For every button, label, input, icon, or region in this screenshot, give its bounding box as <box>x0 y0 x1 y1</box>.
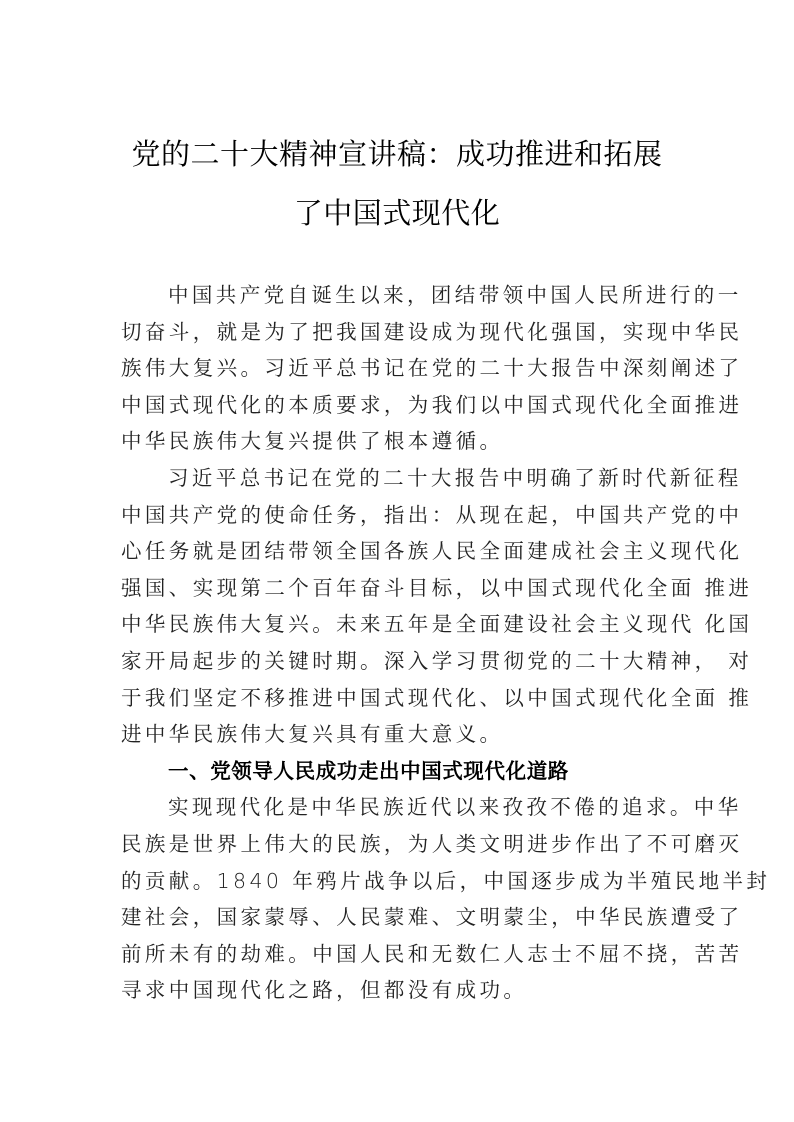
paragraph-1-line: 切奋斗，就是为了把我国建设成为现代化强国，实现中华民 <box>121 319 743 344</box>
paragraph-2-line: 进中华民族伟大复兴具有重大意义。 <box>121 722 504 747</box>
paragraph-1-line: 中国式现代化的本质要求，为我们以中国式现代化全面推进 <box>121 392 743 417</box>
paragraph-1-line: 中华民族伟大复兴提供了根本遵循。 <box>121 429 504 454</box>
paragraph-3-line: 建社会，国家蒙辱、人民蒙难、文明蒙尘，中华民族遭受了 <box>121 905 743 930</box>
document-title-line-2: 了中国式现代化 <box>293 196 501 230</box>
document-title-line-1: 党的二十大精神宣讲稿：成功推进和拓展 <box>131 137 663 171</box>
paragraph-3-line: 实现现代化是中华民族近代以来孜孜不倦的追求。中华 <box>168 795 742 820</box>
section-heading: 一、党领导人民成功走出中国式现代化道路 <box>168 758 569 783</box>
paragraph-2-line: 心任务就是团结带领全国各族人民全面建成社会主义现代化 <box>121 539 743 564</box>
paragraph-2-line: 于我们坚定不移推进中国式现代化、以中国式现代化全面 推 <box>121 685 753 710</box>
paragraph-2-line: 习近平总书记在党的二十大报告中明确了新时代新征程 <box>168 465 742 490</box>
paragraph-1-line: 中国共产党自诞生以来，团结带领中国人民所进行的一 <box>168 283 742 307</box>
document-body <box>121 277 771 1009</box>
paragraph-2-line: 家开局起步的关键时期。深入学习贯彻党的二十大精神， 对 <box>121 648 753 673</box>
paragraph-3-line: 寻求中国现代化之路，但都没有成功。 <box>121 978 528 1003</box>
paragraph-3-line: 的贡献。1840 年鸦片战争以后，中国逐步成为半殖民地半封 <box>121 868 771 893</box>
paragraph-2-line: 中国共产党的使命任务，指出：从现在起，中国共产党的中 <box>121 502 743 527</box>
paragraph-3-line: 民族是世界上伟大的民族，为人类文明进步作出了不可磨灭 <box>121 831 743 856</box>
paragraph-1-line: 族伟大复兴。习近平总书记在党的二十大报告中深刻阐述了 <box>121 356 743 381</box>
paragraph-2-line: 中华民族伟大复兴。未来五年是全面建设社会主义现代 化国 <box>121 612 753 637</box>
paragraph-2-line: 强国、实现第二个百年奋斗目标，以中国式现代化全面 推进 <box>121 575 753 600</box>
paragraph-3-line: 前所未有的劫难。中国人民和无数仁人志士不屈不挠，苦苦 <box>121 941 743 966</box>
